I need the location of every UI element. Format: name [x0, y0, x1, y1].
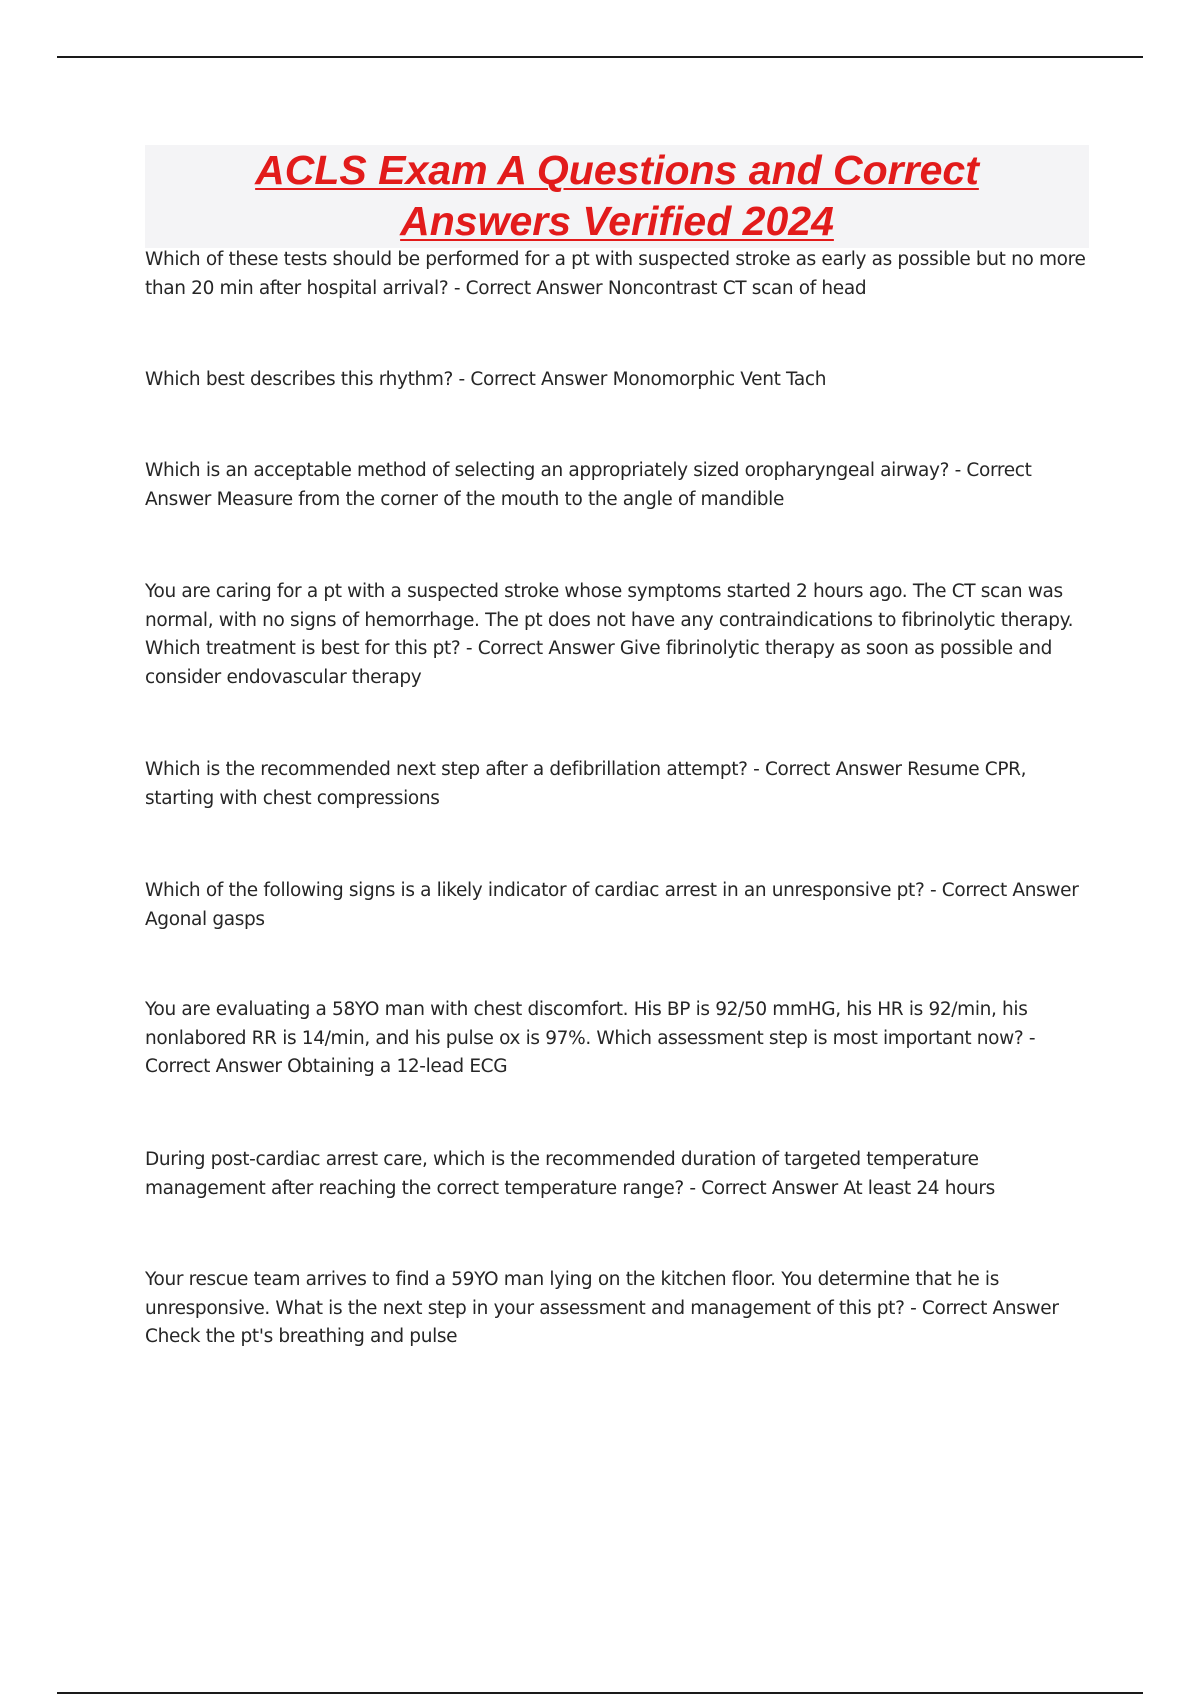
qa-item-8: During post-cardiac arrest care, which is the recommended duration of targeted temperature management after reaching the correct temperature range? - Correct Answer At least 24 hours	[145, 1149, 995, 1199]
qa-item-9: Your rescue team arrives to find a 59YO man lying on the kitchen floor. You determine that he is unresponsive. What is the next step in your assessment and management of this pt? - Correct Answer Check the pt's breathing and pulse	[145, 1269, 1059, 1347]
qa-item-3: Which is an acceptable method of selecting an appropriately sized oropharyngeal airway? - Correct Answer Measure from the corner of the mouth to the angle of mandible	[145, 460, 1032, 510]
qa-item-1: Which of these tests should be performed for a pt with suspected stroke as early as possible but no more than 20 min after hospital arrival? - Correct Answer Noncontrast CT scan of head	[145, 249, 1086, 299]
qa-item-2: Which best describes this rhythm? - Correct Answer Monomorphic Vent Tach	[145, 369, 827, 390]
document-title-line-2: Answers Verified 2024	[400, 198, 834, 244]
top-rule	[57, 56, 1143, 58]
title-block	[145, 145, 1089, 248]
qa-item-5: Which is the recommended next step after a defibrillation attempt? - Correct Answer Resume CPR, starting with chest compressions	[145, 759, 1027, 809]
bottom-rule	[57, 1692, 1143, 1694]
document-title-line-1: ACLS Exam A Questions and Correct	[255, 147, 979, 193]
qa-item-4: You are caring for a pt with a suspected stroke whose symptoms started 2 hours ago. The CT scan was normal, with no signs of hemorrhage. The pt does not have any contraindications to fibrinolytic therapy. Which treatment is best for this pt? - Correct Answer Give fibrinolytic therapy as soon as possible and consider endovascular therapy	[145, 581, 1074, 688]
qa-item-6: Which of the following signs is a likely indicator of cardiac arrest in an unresponsive pt? - Correct Answer Agonal gasps	[145, 880, 1079, 930]
qa-item-7: You are evaluating a 58YO man with chest discomfort. His BP is 92/50 mmHG, his HR is 92/min, his nonlabored RR is 14/min, and his pulse ox is 97%. Which assessment step is most important now? - Correct Answer Obtaining a 12-lead ECG	[145, 999, 1036, 1077]
